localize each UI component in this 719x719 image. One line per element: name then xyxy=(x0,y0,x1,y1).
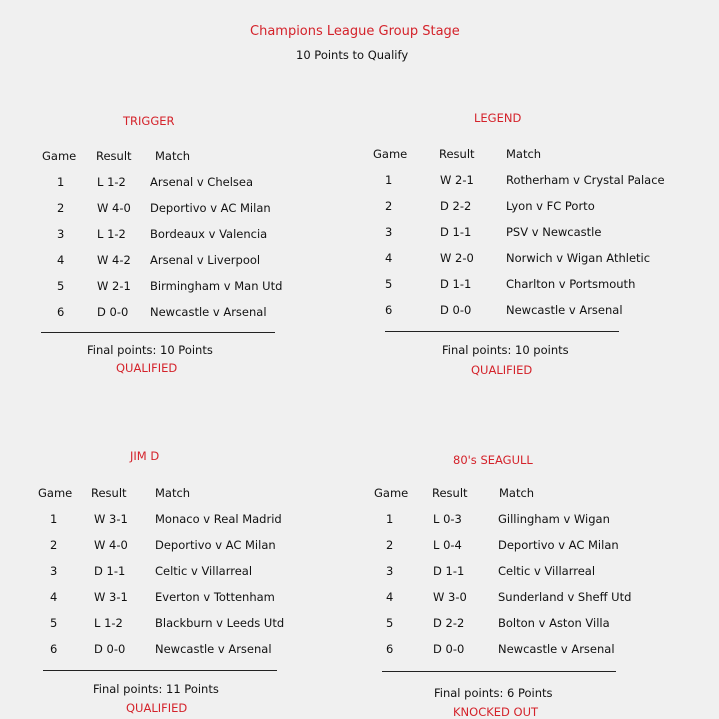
result-cell: L 1-2 xyxy=(94,616,123,630)
game-number: 6 xyxy=(50,642,58,656)
match-cell: Newcastle v Arsenal xyxy=(150,305,267,319)
match-cell: Rotherham v Crystal Palace xyxy=(506,173,665,187)
game-number: 5 xyxy=(57,279,65,293)
game-number: 5 xyxy=(386,616,394,630)
result-cell: L 0-3 xyxy=(433,512,462,526)
divider xyxy=(41,332,275,333)
col-header-match: Match xyxy=(155,149,191,163)
result-cell: D 2-2 xyxy=(440,199,472,213)
game-number: 2 xyxy=(385,199,393,213)
match-cell: Arsenal v Liverpool xyxy=(150,253,261,267)
game-number: 1 xyxy=(50,512,58,526)
match-cell: Norwich v Wigan Athletic xyxy=(506,251,651,265)
match-cell: Lyon v FC Porto xyxy=(506,199,595,213)
match-cell: Celtic v Villarreal xyxy=(498,564,596,578)
match-cell: Birmingham v Man Utd xyxy=(150,279,283,293)
result-cell: D 1-1 xyxy=(94,564,126,578)
result-cell: W 2-0 xyxy=(440,251,474,265)
result-cell: W 4-0 xyxy=(97,201,131,215)
col-header-match: Match xyxy=(155,486,191,500)
match-cell: Deportivo v AC Milan xyxy=(150,201,271,215)
match-cell: Gillingham v Wigan xyxy=(498,512,610,526)
result-cell: W 3-0 xyxy=(433,590,467,604)
game-number: 3 xyxy=(385,225,393,239)
game-number: 5 xyxy=(50,616,58,630)
match-cell: Deportivo v AC Milan xyxy=(498,538,619,552)
result-cell: D 0-0 xyxy=(94,642,126,656)
col-header-result: Result xyxy=(91,486,127,500)
game-number: 5 xyxy=(385,277,393,291)
col-header-game: Game xyxy=(373,147,408,161)
game-number: 4 xyxy=(57,253,65,267)
result-cell: W 4-2 xyxy=(97,253,131,267)
match-cell: Deportivo v AC Milan xyxy=(155,538,276,552)
col-header-result: Result xyxy=(439,147,475,161)
match-cell: Sunderland v Sheff Utd xyxy=(498,590,632,604)
match-cell: Newcastle v Arsenal xyxy=(155,642,272,656)
match-cell: Blackburn v Leeds Utd xyxy=(155,616,285,630)
result-cell: D 0-0 xyxy=(440,303,472,317)
result-cell: L 1-2 xyxy=(97,227,126,241)
game-number: 4 xyxy=(386,590,394,604)
final-points: Final points: 11 Points xyxy=(93,682,219,696)
match-cell: Newcastle v Arsenal xyxy=(498,642,615,656)
game-number: 1 xyxy=(385,173,393,187)
divider xyxy=(385,331,619,332)
game-number: 3 xyxy=(57,227,65,241)
game-number: 4 xyxy=(50,590,58,604)
match-cell: Bolton v Aston Villa xyxy=(498,616,610,630)
game-number: 4 xyxy=(385,251,393,265)
result-cell: L 1-2 xyxy=(97,175,126,189)
page-subtitle: 10 Points to Qualify xyxy=(296,48,409,62)
result-cell: L 0-4 xyxy=(433,538,462,552)
group-name: LEGEND xyxy=(474,111,522,125)
group-name: TRIGGER xyxy=(123,114,175,128)
game-number: 6 xyxy=(386,642,394,656)
game-number: 1 xyxy=(57,175,65,189)
match-cell: Everton v Tottenham xyxy=(155,590,275,604)
result-cell: W 2-1 xyxy=(440,173,474,187)
result-cell: W 3-1 xyxy=(94,512,128,526)
result-cell: W 4-0 xyxy=(94,538,128,552)
result-cell: D 2-2 xyxy=(433,616,465,630)
match-cell: PSV v Newcastle xyxy=(506,225,602,239)
divider xyxy=(382,671,616,672)
result-cell: W 3-1 xyxy=(94,590,128,604)
game-number: 2 xyxy=(50,538,58,552)
status-label: QUALIFIED xyxy=(126,701,188,715)
result-cell: D 1-1 xyxy=(433,564,465,578)
game-number: 2 xyxy=(57,201,65,215)
game-number: 1 xyxy=(386,512,394,526)
col-header-game: Game xyxy=(374,486,409,500)
group-name: 80's SEAGULL xyxy=(453,453,533,467)
result-cell: D 1-1 xyxy=(440,225,472,239)
result-cell: D 1-1 xyxy=(440,277,472,291)
result-cell: D 0-0 xyxy=(97,305,129,319)
final-points: Final points: 10 points xyxy=(442,343,569,357)
col-header-game: Game xyxy=(38,486,73,500)
result-cell: W 2-1 xyxy=(97,279,131,293)
game-number: 3 xyxy=(386,564,394,578)
col-header-match: Match xyxy=(499,486,535,500)
match-cell: Arsenal v Chelsea xyxy=(150,175,254,189)
group-name: JIM D xyxy=(130,449,160,463)
match-cell: Newcastle v Arsenal xyxy=(506,303,623,317)
status-label: KNOCKED OUT xyxy=(453,705,539,719)
game-number: 6 xyxy=(385,303,393,317)
match-cell: Celtic v Villarreal xyxy=(155,564,253,578)
final-points: Final points: 10 Points xyxy=(87,343,213,357)
match-cell: Bordeaux v Valencia xyxy=(150,227,268,241)
status-label: QUALIFIED xyxy=(116,361,178,375)
game-number: 3 xyxy=(50,564,58,578)
match-cell: Charlton v Portsmouth xyxy=(506,277,636,291)
status-label: QUALIFIED xyxy=(471,363,533,377)
match-cell: Monaco v Real Madrid xyxy=(155,512,282,526)
col-header-result: Result xyxy=(96,149,132,163)
result-cell: D 0-0 xyxy=(433,642,465,656)
col-header-game: Game xyxy=(42,149,77,163)
divider xyxy=(43,670,277,671)
game-number: 6 xyxy=(57,305,65,319)
final-points: Final points: 6 Points xyxy=(434,686,553,700)
col-header-result: Result xyxy=(432,486,468,500)
page-title: Champions League Group Stage xyxy=(250,24,460,39)
game-number: 2 xyxy=(386,538,394,552)
col-header-match: Match xyxy=(506,147,542,161)
